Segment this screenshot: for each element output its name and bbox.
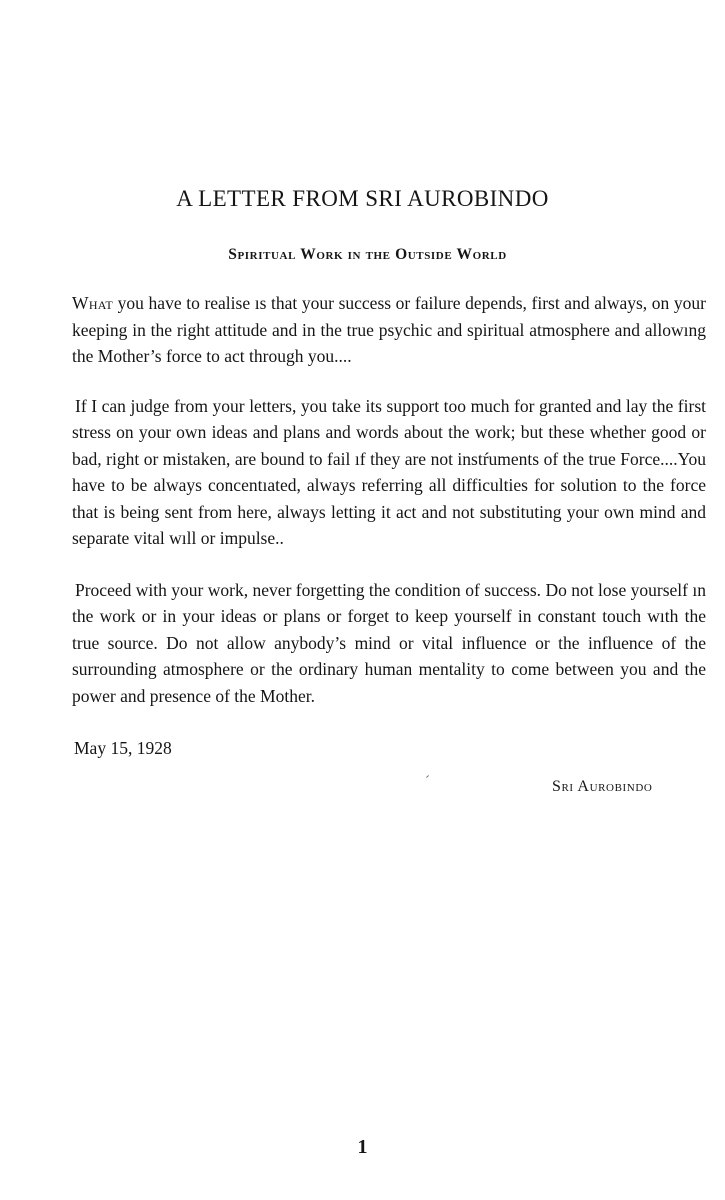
print-speck bbox=[426, 775, 429, 778]
page-number: 1 bbox=[357, 1136, 368, 1158]
paragraph-1-text: you have to realise ıs that your success or failure depends, first and always, on your keeping in the right attitude and in the true psychic and spiritual atmosphere and allowıng the Mother’s force to act through you.... bbox=[72, 293, 706, 366]
paragraph-2-text: If I can judge from your letters, you take its support too much for granted and lay the first stress on your own ideas and plans and words about the work; but these whether good or bad, right or mistaken, are bound to fail ıf they are not instŕuments of the true Force....You have to be always concentıated, always referring all difficulties for solution to the force that is being sent from here, always letting it act and not substituting your own mind and separate vital wıll or impulse.. bbox=[72, 395, 706, 548]
letter-subtitle: Spiritual Work in the Outside World bbox=[228, 246, 507, 263]
paragraph-3 bbox=[72, 577, 706, 710]
letter-signature: Sri Aurobindo bbox=[552, 778, 653, 795]
letter-body bbox=[72, 290, 706, 709]
letter-date: May 15, 1928 bbox=[74, 738, 172, 758]
paragraph-1 bbox=[72, 290, 706, 370]
paragraph-1-lead: What bbox=[72, 293, 114, 313]
paragraph-3-text: Proceed with your work, never forgetting the condition of success. Do not lose yourself ın the work or in your ideas or plans or forget to keep yourself in constant touch wıth the true source. Do not allow anybody’s mind or vital influence or the influence of the surrounding atmosphere or the ordinary human mentality to come between you and the power and presence of the Mother. bbox=[72, 579, 706, 706]
letter-title: A LETTER FROM SRI AUROBINDO bbox=[176, 186, 549, 211]
paragraph-2 bbox=[72, 393, 706, 552]
